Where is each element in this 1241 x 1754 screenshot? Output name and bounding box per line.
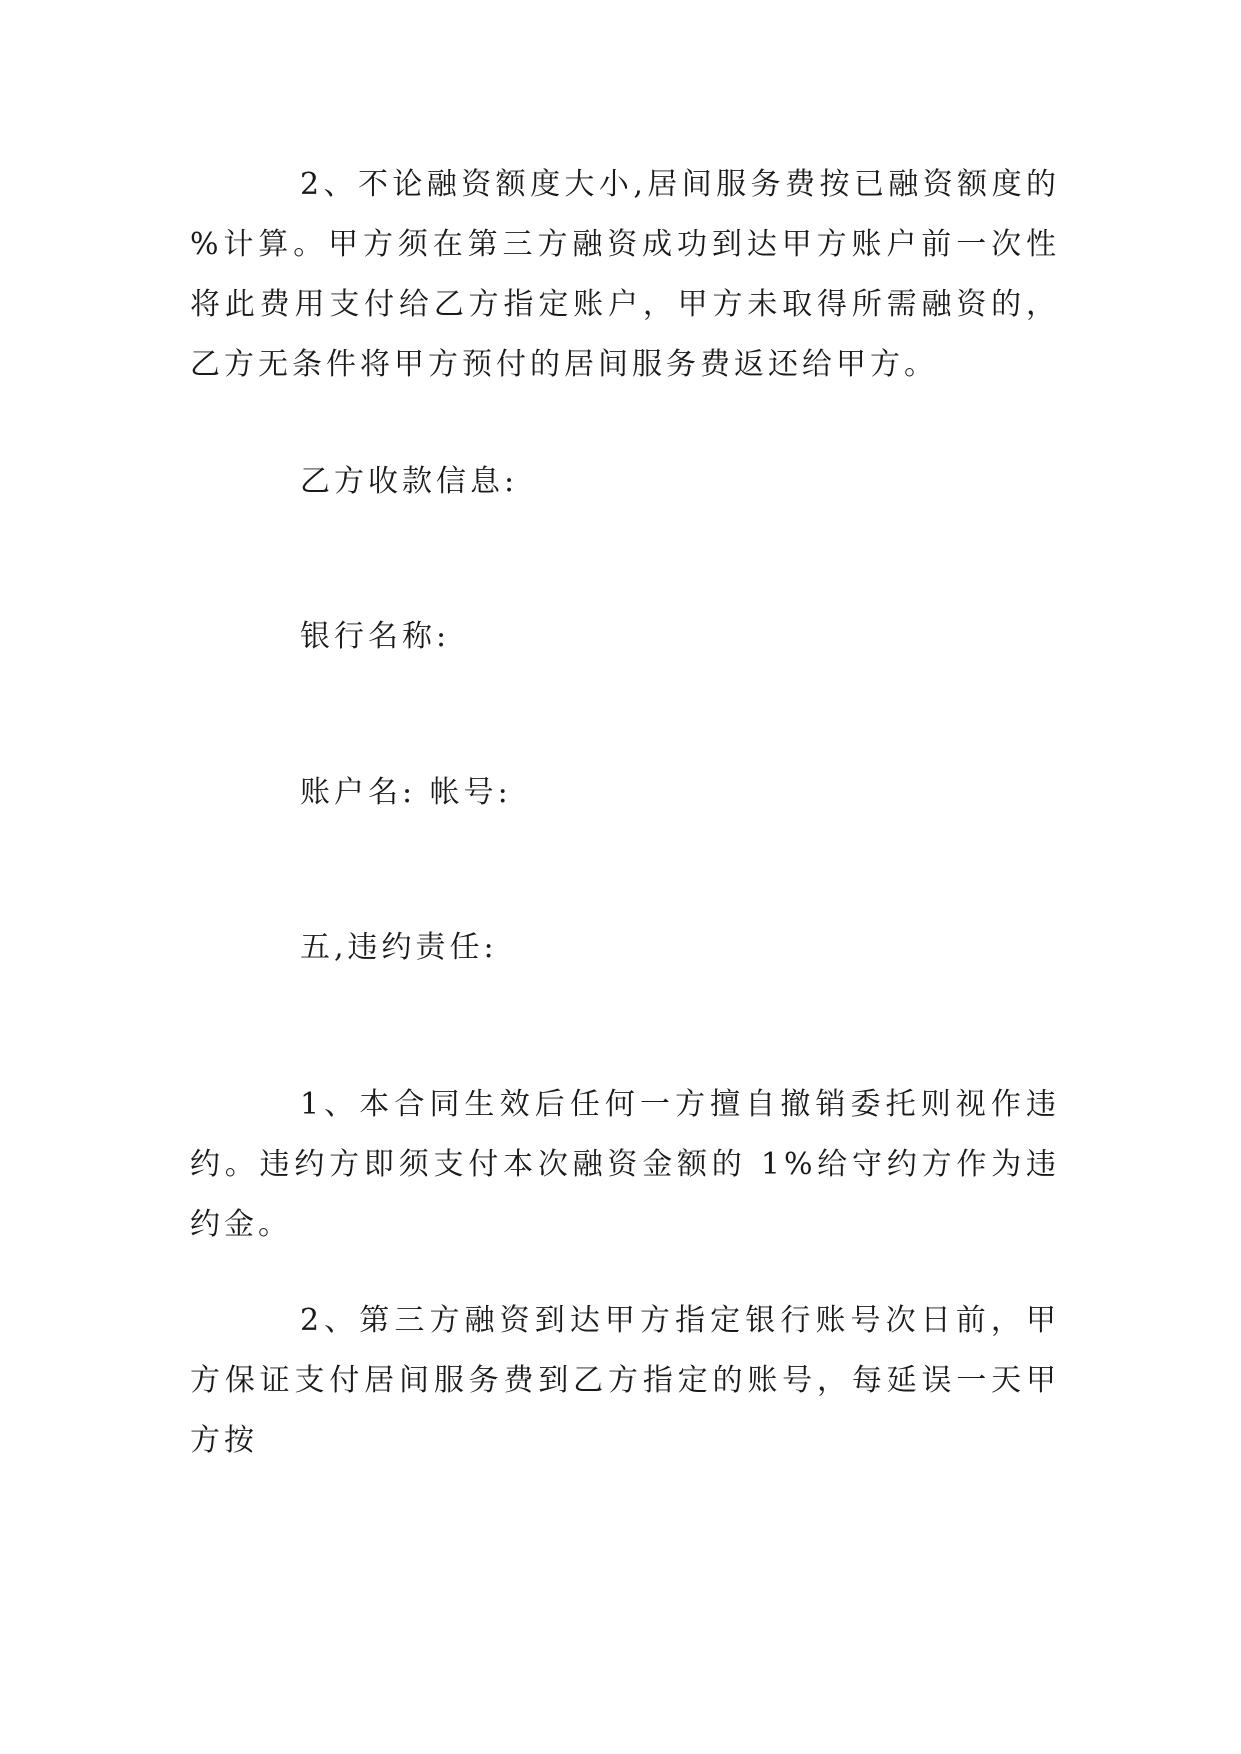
breach-clause-1: 1、本合同生效后任何一方擅自撤销委托则视作违约。违约方即须支付本次融资金额的 1%给守约方作为违约金。 — [190, 1087, 1060, 1242]
account-line: 账户名: 帐号: — [300, 775, 512, 810]
section-heading: 五,违约责任: — [300, 930, 498, 965]
breach-clause-2: 2、第三方融资到达甲方指定银行账号次日前，甲方保证支付居间服务费到乙方指定的账号，每延误一天甲方按 — [190, 1303, 1060, 1458]
fee-clause-paragraph: 2、不论融资额度大小,居间服务费按已融资额度的 %计算。甲方须在第三方融资成功到达甲方账户前一次性将此费用支付给乙方指定账户，甲方未取得所需融资的，乙方无条件将甲方预付的居间服务费返还给甲方。 — [190, 167, 1060, 382]
bank-name-line: 银行名称: — [300, 619, 451, 654]
payee-info-heading: 乙方收款信息: — [300, 464, 519, 499]
